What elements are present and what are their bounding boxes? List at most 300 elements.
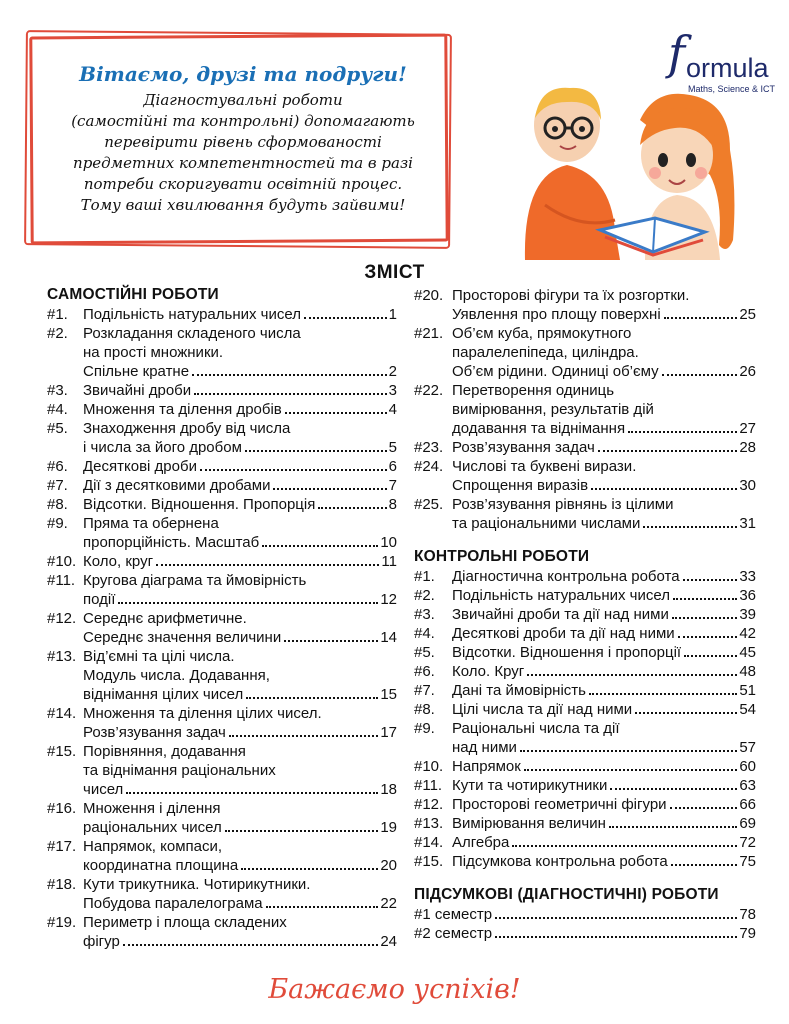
dot-leader	[118, 590, 378, 604]
page-number: 42	[739, 625, 756, 642]
entry-line: Порівняння, додавання	[83, 743, 246, 760]
toc-right-column	[414, 286, 756, 943]
toc-entry	[414, 795, 756, 814]
dot-leader	[670, 795, 738, 809]
dot-leader	[284, 628, 378, 642]
page-number: 45	[739, 644, 756, 661]
toc-entry	[414, 776, 756, 795]
entry-number: #6.	[414, 663, 435, 680]
entry-line	[452, 586, 756, 605]
entry-title: Розв’язування задач	[83, 724, 226, 741]
entry-body	[83, 514, 397, 552]
dot-leader	[683, 567, 738, 581]
page-number: 7	[388, 477, 397, 494]
toc-entry	[414, 719, 756, 757]
welcome-line: потреби скоригувати освітній процес.	[83, 175, 403, 193]
entry-number: #15.	[414, 853, 444, 870]
page-number: 26	[739, 363, 756, 380]
entry-number: #2.	[47, 325, 68, 342]
dot-leader	[673, 586, 737, 600]
toc-entry	[414, 457, 756, 495]
entry-title: #1 семестр	[414, 906, 493, 923]
toc-entry	[47, 324, 397, 381]
entry-title: #2 семестр	[414, 925, 493, 942]
page-number: 72	[739, 834, 756, 851]
entry-line: Множення і ділення	[83, 800, 221, 817]
entry-body	[83, 305, 397, 324]
entry-line: Розв’язування рівнянь із цілими	[452, 496, 674, 513]
entry-number: #3.	[47, 382, 68, 399]
entry-line	[452, 833, 756, 852]
entry-line: Числові та буквені вирази.	[452, 458, 637, 475]
toc-entry	[414, 286, 756, 324]
page-number: 18	[380, 781, 397, 798]
toc-entry	[414, 700, 756, 719]
entry-title: Уявлення про площу поверхні	[452, 306, 661, 323]
dot-leader	[273, 476, 386, 490]
entry-title: Спільне кратне	[83, 363, 190, 380]
entry-line	[452, 419, 756, 438]
toc-entry	[414, 852, 756, 871]
page-number: 79	[739, 925, 756, 942]
entry-number: #23.	[414, 439, 444, 456]
toc-entry	[47, 476, 397, 495]
dot-leader	[684, 643, 737, 657]
page-number: 20	[380, 857, 397, 874]
entry-title: Подільність натуральних чисел	[452, 587, 670, 604]
welcome-line: Діагностувальні роботи	[143, 91, 343, 109]
dot-leader	[664, 305, 738, 319]
entry-body	[452, 605, 756, 624]
independent-list-continued	[414, 286, 756, 533]
entry-line: паралелепіпеда, циліндра.	[452, 344, 639, 361]
entry-number: #22.	[414, 382, 444, 399]
entry-title: та раціональними числами	[452, 515, 641, 532]
dot-leader	[520, 738, 737, 752]
entry-title: Дані та ймовірність	[452, 682, 586, 699]
entry-line	[83, 780, 397, 799]
entry-number: #12.	[47, 610, 77, 627]
toc-entry	[414, 381, 756, 438]
dot-leader	[123, 932, 378, 946]
entry-title: Кути та чотирикутники	[452, 777, 608, 794]
entry-title: Спрощення виразів	[452, 477, 589, 494]
entry-line	[83, 533, 397, 552]
entry-body	[83, 799, 397, 837]
page-number: 30	[739, 477, 756, 494]
entry-line	[452, 567, 756, 586]
page-number: 27	[739, 420, 756, 437]
entry-line	[452, 643, 756, 662]
entry-line: Середнє арифметичне.	[83, 610, 247, 627]
dot-leader	[662, 362, 738, 376]
entry-line: Пряма та обернена	[83, 515, 219, 532]
entry-number: #20.	[414, 287, 444, 304]
entry-title: Діагностична контрольна робота	[452, 568, 680, 585]
entry-number: #4.	[47, 401, 68, 418]
page-number: 12	[380, 591, 397, 608]
entry-title: раціональних чисел	[83, 819, 222, 836]
entry-number: #8.	[47, 496, 68, 513]
entry-number: #14.	[414, 834, 444, 851]
toc-entry	[414, 324, 756, 381]
entry-body	[452, 495, 756, 533]
entry-number: #24.	[414, 458, 444, 475]
entry-line	[83, 438, 397, 457]
entry-title: Вимірювання величин	[452, 815, 606, 832]
entry-body	[83, 457, 397, 476]
entry-body	[83, 704, 397, 742]
dot-leader	[512, 833, 737, 847]
entry-line: Раціональні числа та дії	[452, 720, 620, 737]
entry-number: #11.	[414, 777, 443, 794]
dot-leader	[246, 685, 378, 699]
entry-number: #11.	[47, 572, 76, 589]
page-number: 1	[388, 306, 397, 323]
page-number: 63	[739, 777, 756, 794]
toc-entry	[47, 305, 397, 324]
toc-entry	[414, 757, 756, 776]
entry-title: Підсумкова контрольна робота	[452, 853, 668, 870]
entry-body	[83, 400, 397, 419]
page-number: 5	[388, 439, 397, 456]
entry-number: #21.	[414, 325, 444, 342]
page-number: 2	[388, 363, 397, 380]
entry-line: Множення та ділення цілих чисел.	[83, 705, 322, 722]
toc-entry	[414, 924, 756, 943]
dot-leader	[126, 780, 378, 794]
entry-body	[452, 795, 756, 814]
welcome-line: (самостійні та контрольні) допомагають	[71, 112, 415, 130]
dot-leader	[192, 362, 387, 376]
dot-leader	[194, 381, 387, 395]
entry-body	[452, 624, 756, 643]
dot-leader	[527, 662, 737, 676]
toc-entry	[47, 381, 397, 400]
entry-title: Об’єм рідини. Одиниці об’єму	[452, 363, 659, 380]
entry-line: Модуль числа. Додавання,	[83, 667, 270, 684]
closing-wish: Бажаємо успіхів!	[268, 974, 521, 1005]
entry-title: Просторові геометричні фігури	[452, 796, 667, 813]
entry-line: Від’ємні та цілі числа.	[83, 648, 235, 665]
entry-title: Відсотки. Відношення. Пропорція	[83, 496, 316, 513]
welcome-line: Тому ваші хвилювання будуть зайвими!	[80, 196, 406, 214]
entry-number: #9.	[414, 720, 435, 737]
entry-body	[83, 476, 397, 495]
entry-line	[83, 381, 397, 400]
toc-entry	[414, 495, 756, 533]
entry-line	[83, 894, 397, 913]
page-number: 15	[380, 686, 397, 703]
entry-line	[452, 624, 756, 643]
entry-number: #10.	[47, 553, 77, 570]
dot-leader	[589, 681, 737, 695]
toc-entry	[47, 495, 397, 514]
entry-number: #8.	[414, 701, 435, 718]
entry-title: пропорційність. Масштаб	[83, 534, 260, 551]
entry-number: #6.	[47, 458, 68, 475]
entry-number: #5.	[47, 420, 68, 437]
entry-line	[452, 476, 756, 495]
toc-entry	[414, 438, 756, 457]
entry-number: #3.	[414, 606, 435, 623]
entry-body	[452, 776, 756, 795]
page-number: 48	[739, 663, 756, 680]
entry-title: чисел	[83, 781, 124, 798]
control-list	[414, 567, 756, 871]
entry-title: Коло, круг	[83, 553, 154, 570]
entry-line: Об’єм куба, прямокутного	[452, 325, 632, 342]
entry-title: Звичайні дроби	[83, 382, 192, 399]
entry-line	[83, 400, 397, 419]
dot-leader	[678, 624, 738, 638]
entry-title: над ними	[452, 739, 517, 756]
entry-line	[83, 818, 397, 837]
entry-body	[83, 647, 397, 704]
entry-line: Периметр і площа складених	[83, 914, 287, 931]
entry-line	[414, 905, 756, 924]
dot-leader	[524, 757, 738, 771]
toc-entry	[414, 605, 756, 624]
page-number: 6	[388, 458, 397, 475]
entry-body	[83, 837, 397, 875]
entry-body	[452, 814, 756, 833]
final-tests-list	[414, 905, 756, 943]
page-number: 31	[739, 515, 756, 532]
entry-line	[83, 476, 397, 495]
entry-line	[83, 590, 397, 609]
dot-leader	[628, 419, 737, 433]
entry-line: Просторові фігури та їх розгортки.	[452, 287, 690, 304]
entry-line: вимірювання, результатів дій	[452, 401, 654, 418]
entry-line: Знаходження дробу від числа	[83, 420, 291, 437]
entry-line: Кругова діаграма та ймовірність	[83, 572, 307, 589]
page-number: 66	[739, 796, 756, 813]
entry-body	[83, 495, 397, 514]
welcome-line: перевірити рівень сформованості	[104, 133, 382, 151]
toc-entry	[47, 419, 397, 457]
toc-entry	[414, 586, 756, 605]
entry-line	[414, 924, 756, 943]
toc-entry	[47, 837, 397, 875]
toc-entry	[414, 643, 756, 662]
entry-number: #19.	[47, 914, 77, 931]
entry-body	[452, 757, 756, 776]
entry-body	[452, 719, 756, 757]
entry-line	[452, 662, 756, 681]
entry-number: #1.	[47, 306, 68, 323]
entry-line	[83, 457, 397, 476]
entry-body	[83, 913, 397, 951]
toc-entry	[47, 457, 397, 476]
entry-body	[452, 643, 756, 662]
toc-entry	[47, 400, 397, 419]
toc-entry	[414, 681, 756, 700]
entry-number: #15.	[47, 743, 77, 760]
page-number: 51	[739, 682, 756, 699]
page-number: 60	[739, 758, 756, 775]
dot-leader	[156, 552, 379, 566]
entry-number: #4.	[414, 625, 435, 642]
entry-title: Коло. Круг	[452, 663, 525, 680]
page-number: 78	[739, 906, 756, 923]
dot-leader	[200, 457, 387, 471]
page-number: 28	[739, 439, 756, 456]
toc-entry	[414, 567, 756, 586]
dot-leader	[495, 924, 737, 938]
entry-number: #9.	[47, 515, 68, 532]
toc-entry	[47, 913, 397, 951]
logo-letter: f	[668, 26, 686, 80]
dot-leader	[225, 818, 379, 832]
dot-leader	[262, 533, 378, 547]
entry-body	[452, 438, 756, 457]
dot-leader	[635, 700, 737, 714]
welcome-greeting: Вітаємо, друзі та подруги!	[79, 62, 407, 86]
page-number: 39	[739, 606, 756, 623]
entry-title: Десяткові дроби	[83, 458, 197, 475]
kids-illustration	[505, 80, 755, 260]
entry-number: #7.	[47, 477, 68, 494]
toc-entry	[47, 742, 397, 799]
entry-line	[452, 814, 756, 833]
entry-line: Напрямок, компаси,	[83, 838, 223, 855]
entry-body	[414, 905, 756, 924]
entry-body	[83, 419, 397, 457]
page-number: 14	[380, 629, 397, 646]
dot-leader	[495, 905, 737, 919]
entry-body	[83, 875, 397, 913]
toc-entry	[47, 552, 397, 571]
dot-leader	[245, 438, 387, 452]
entry-line	[452, 738, 756, 757]
page-number: 24	[380, 933, 397, 950]
entry-body	[452, 567, 756, 586]
toc-entry	[47, 647, 397, 704]
entry-title: віднімання цілих чисел	[83, 686, 244, 703]
entry-title: Множення та ділення дробів	[83, 401, 282, 418]
entry-number: #1.	[414, 568, 435, 585]
dot-leader	[671, 852, 738, 866]
entry-number: #12.	[414, 796, 444, 813]
entry-body	[452, 833, 756, 852]
page-number: 25	[739, 306, 756, 323]
entry-title: Відсотки. Відношення і пропорції	[452, 644, 682, 661]
toc-entry	[414, 662, 756, 681]
page-number: 10	[380, 534, 397, 551]
entry-line: Перетворення одиниць	[452, 382, 615, 399]
entry-title: Розв’язування задач	[452, 439, 595, 456]
entry-body	[452, 286, 756, 324]
entry-line	[83, 628, 397, 647]
entry-body	[452, 700, 756, 719]
toc-entry	[47, 704, 397, 742]
entry-body	[83, 609, 397, 647]
entry-title: Середнє значення величини	[83, 629, 282, 646]
entry-body	[83, 742, 397, 799]
entry-line	[452, 362, 756, 381]
dot-leader	[266, 894, 379, 908]
dot-leader	[643, 514, 737, 528]
logo-word: ormula	[686, 53, 769, 83]
entry-body	[83, 571, 397, 609]
toc-left-column	[47, 285, 397, 951]
page-number: 22	[380, 895, 397, 912]
entry-title: Алгебра	[452, 834, 510, 851]
toc-entry	[414, 905, 756, 924]
entry-number: #2.	[414, 587, 435, 604]
toc-entry	[47, 609, 397, 647]
page-number: 11	[381, 553, 397, 570]
entry-number: #13.	[47, 648, 77, 665]
page-number: 4	[388, 401, 397, 418]
entry-line	[452, 514, 756, 533]
entry-line	[452, 438, 756, 457]
toc-entry	[414, 624, 756, 643]
entry-title: Подільність натуральних чисел	[83, 306, 301, 323]
entry-number: #10.	[414, 758, 444, 775]
dot-leader	[304, 305, 387, 319]
entry-number: #25.	[414, 496, 444, 513]
page-number: 17	[380, 724, 397, 741]
entry-number: #17.	[47, 838, 77, 855]
entry-line	[83, 495, 397, 514]
entry-line: та віднімання раціональних	[83, 762, 276, 779]
toc-entry	[414, 833, 756, 852]
entry-line	[83, 685, 397, 704]
dot-leader	[241, 856, 378, 870]
entry-line	[83, 552, 397, 571]
entry-number: #18.	[47, 876, 77, 893]
dot-leader	[598, 438, 737, 452]
dot-leader	[672, 605, 737, 619]
logo-subtitle: Maths, Science & ICT	[688, 84, 776, 94]
entry-number: #14.	[47, 705, 77, 722]
entry-title: фігур	[83, 933, 120, 950]
entry-title: Напрямок	[452, 758, 521, 775]
welcome-box	[48, 62, 438, 216]
page-number: 54	[739, 701, 756, 718]
entry-line	[452, 700, 756, 719]
independent-heading: САМОСТІЙНІ РОБОТИ	[47, 286, 219, 303]
page-number: 36	[739, 587, 756, 604]
page-number: 19	[380, 819, 397, 836]
entry-line	[452, 795, 756, 814]
entry-line	[452, 305, 756, 324]
entry-title: події	[83, 591, 116, 608]
entry-line	[452, 605, 756, 624]
entry-line	[83, 856, 397, 875]
entry-title: Десяткові дроби та дії над ними	[452, 625, 675, 642]
entry-title: Цілі числа та дії над ними	[452, 701, 633, 718]
control-heading: КОНТРОЛЬНІ РОБОТИ	[414, 548, 590, 565]
final-tests-heading: ПІДСУМКОВІ (ДІАГНОСТИЧНІ) РОБОТИ	[414, 886, 719, 903]
entry-title: додавання та віднімання	[452, 420, 626, 437]
page-number: 69	[739, 815, 756, 832]
page-number: 33	[739, 568, 756, 585]
entry-number: #5.	[414, 644, 435, 661]
entry-body	[83, 552, 397, 571]
entry-body	[452, 662, 756, 681]
entry-line: Розкладання складеного числа	[83, 325, 301, 342]
entry-body	[452, 586, 756, 605]
toc-entry	[47, 799, 397, 837]
entry-line	[452, 681, 756, 700]
entry-body	[83, 324, 397, 381]
page-number: 3	[388, 382, 397, 399]
entry-title: Побудова паралелограма	[83, 895, 263, 912]
entry-body	[414, 924, 756, 943]
